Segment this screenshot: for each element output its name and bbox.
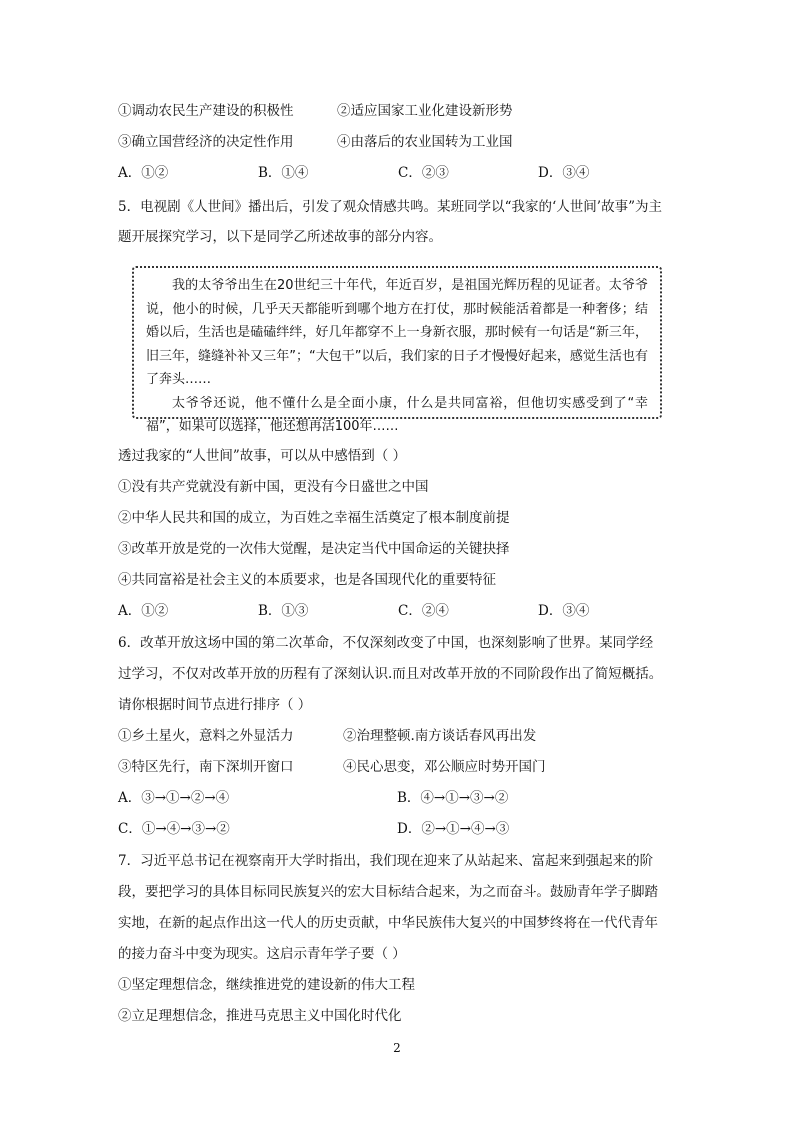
q7-option-2: ②立足理想信念，推进马克思主义中国化时代化	[118, 1008, 402, 1024]
q4-choice-d: D．③④	[538, 165, 590, 181]
q5-choice-b: B．①③	[258, 603, 309, 619]
story-paragraph-1: 我的太爷爷出生在20世纪三十年代，年近百岁，是祖国光辉历程的见证者。太爷爷说，他小的时候，几乎天天都能听到哪个地方在打仗，那时候能活着都是一种奢侈；结婚以后，生活也是磕磕绊绊，好几年都穿不上一身新衣服，那时候有一句话是“新三年，旧三年，缝缝补补又三年”；“大包干”以后，我们家的日子才慢慢好起来，感觉生活也有了奔头……	[146, 278, 648, 387]
q5-choice-c: C．②④	[398, 603, 449, 619]
page-number: 2	[393, 1041, 401, 1055]
q4-option-3: ③确立国营经济的决定性作用	[118, 134, 294, 150]
q5-stem-line2: 题开展探究学习，以下是同学乙所述故事的部分内容。	[118, 229, 442, 245]
q6-option-4: ④民心思变，邓公顺应时势开国门	[343, 759, 546, 775]
q7-stem-line3: 实地，在新的起点作出这一代人的历史贡献，中华民族伟大复兴的中国梦终将在一代代青年	[118, 915, 658, 931]
q4-choice-a: A．①②	[118, 165, 169, 181]
q5-option-3: ③改革开放是党的一次伟大觉醒，是决定当代中国命运的关键抉择	[118, 541, 510, 557]
q5-option-2: ②中华人民共和国的成立，为百姓之幸福生活奠定了根本制度前提	[118, 510, 510, 526]
q5-choice-d: D．③④	[538, 603, 590, 619]
q5-choice-a: A．①②	[118, 603, 169, 619]
q7-option-1: ①坚定理想信念，继续推进党的建设新的伟大工程	[118, 977, 415, 993]
q6-option-2: ②治理整顿.南方谈话春风再出发	[343, 728, 537, 744]
q6-choice-a: A．③→①→②→④	[118, 790, 230, 806]
story-paragraph-2: 太爷爷还说，他不懂什么是全面小康，什么是共同富裕，但他切实感受到了“幸福”，如果可以选择，他还想再活100年……	[146, 395, 648, 434]
q4-choice-b: B．①④	[258, 165, 309, 181]
q6-option-3: ③特区先行，南下深圳开窗口	[118, 759, 294, 775]
q5-option-4: ④共同富裕是社会主义的本质要求，也是各国现代化的重要特征	[118, 572, 496, 588]
q6-stem-line3: 请你根据时间节点进行排序（ ）	[118, 697, 312, 713]
q7-stem-line4: 的接力奋斗中变为现实。这启示青年学子要（ ）	[118, 946, 406, 962]
q4-option-2: ②适应国家工业化建设新形势	[337, 103, 513, 119]
story-box	[132, 266, 662, 434]
q6-choice-b: B．④→①→③→②	[397, 790, 509, 806]
q6-stem-line2: 过学习，不仅对改革开放的历程有了深刻认识.而且对改革开放的不同阶段作出了简短概括。	[118, 666, 663, 682]
q5-question: 透过我家的“人世间”故事，可以从中感悟到（ ）	[118, 448, 407, 464]
q7-stem-line1: 7．习近平总书记在视察南开大学时指出，我们现在迎来了从站起来、富起来到强起来的阶	[118, 853, 654, 869]
q7-stem-line2: 段，要把学习的具体目标同民族复兴的宏大目标结合起来，为之而奋斗。鼓励青年学子脚踏	[118, 884, 658, 900]
q5-stem-line1: 5．电视剧《人世间》播出后，引发了观众情感共鸣。某班同学以“我家的‘人世间’故事”为主	[118, 199, 662, 215]
q6-choice-d: D．②→①→④→③	[397, 821, 510, 837]
q6-choice-c: C．①→④→③→②	[118, 821, 230, 837]
q6-option-1: ①乡土星火，意料之外显活力	[118, 728, 294, 744]
q6-stem-line1: 6．改革开放这场中国的第二次革命，不仅深刻改变了中国，也深刻影响了世界。某同学经	[118, 635, 654, 651]
q5-option-1: ①没有共产党就没有新中国，更没有今日盛世之中国	[118, 479, 429, 495]
q4-choice-c: C．②③	[398, 165, 449, 181]
q4-option-1: ①调动农民生产建设的积极性	[118, 103, 294, 119]
q4-option-4: ④由落后的农业国转为工业国	[337, 134, 513, 150]
